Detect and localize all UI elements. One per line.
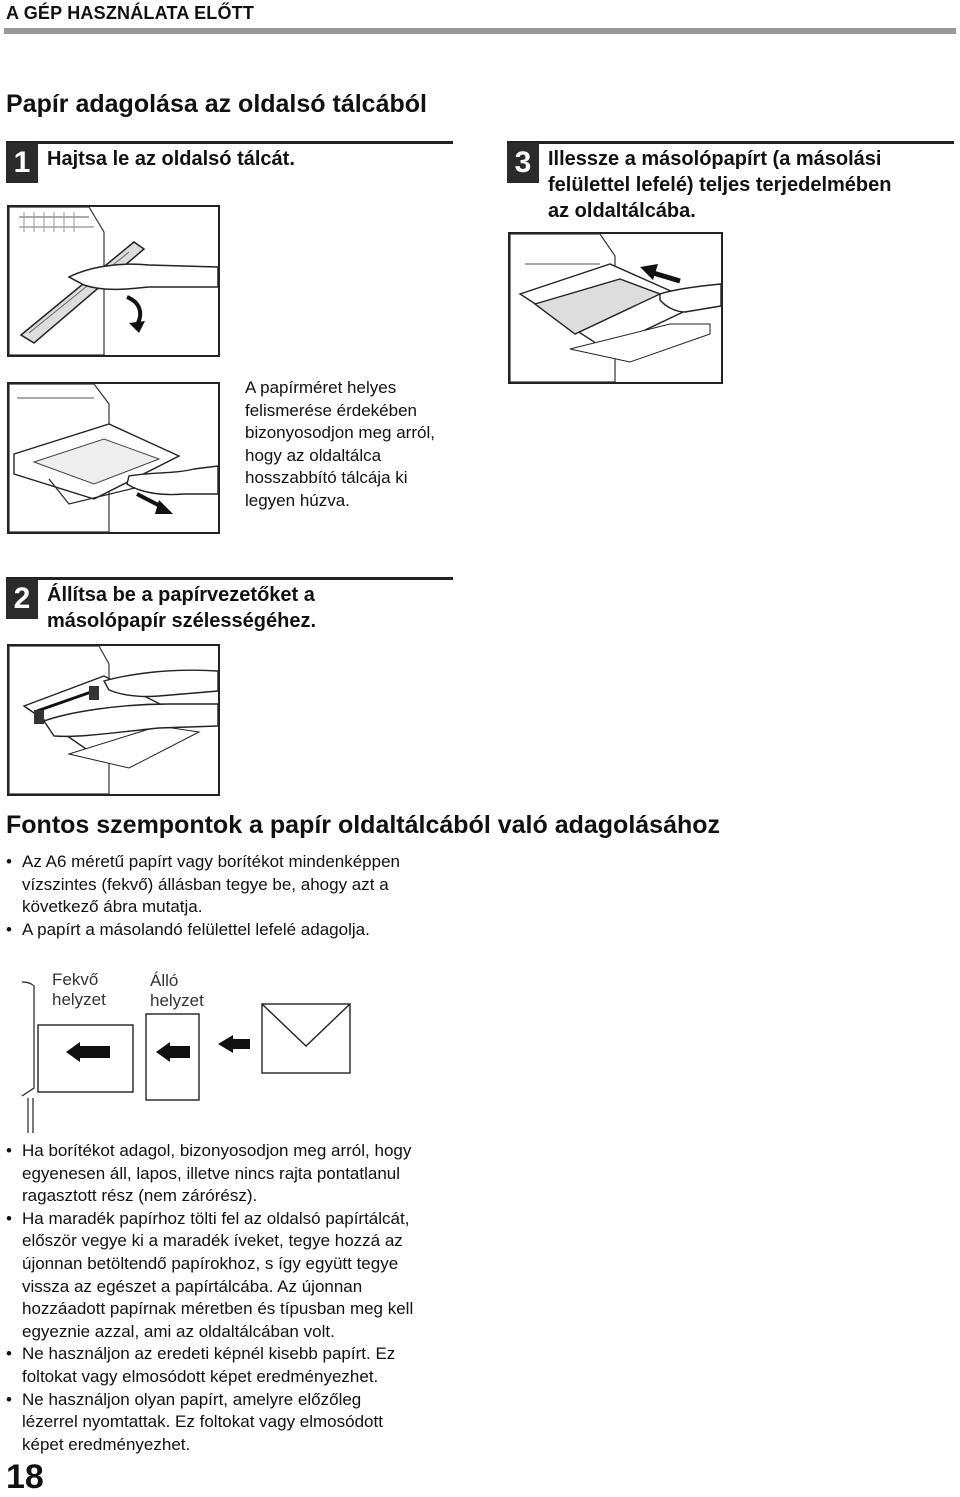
header-rule xyxy=(4,28,956,34)
step-3-line: felülettel lefelé) teljes terjedelmében xyxy=(548,174,892,196)
step-2-text xyxy=(47,582,316,634)
fold-tray-illustration xyxy=(7,205,220,357)
header-title: A GÉP HASZNÁLATA ELŐTT xyxy=(6,3,255,23)
bullet-line: vissza az egészet a papírtálcába. Az újonnan xyxy=(22,1276,363,1296)
important-title: Fontos szempontok a papír oldaltálcából való adagolásához xyxy=(6,811,721,839)
bullet-line: egyeznie azzal, ami az oldaltálcában volt. xyxy=(22,1321,335,1341)
note-line: hogy az oldaltálca xyxy=(245,445,382,465)
bullet-item xyxy=(6,1140,566,1208)
bullet-line: • Ne használjon olyan papírt, amelyre előzőleg xyxy=(22,1389,362,1409)
tray-note xyxy=(245,377,435,513)
envelope-icon xyxy=(262,1004,350,1073)
step-1-text: Hajtsa le az oldalsó tálcát. xyxy=(47,148,295,170)
label-line: Álló xyxy=(150,971,179,990)
adjust-guides-illustration xyxy=(7,644,220,796)
bullet-line: foltokat vagy elmosódott képet eredményezhet. xyxy=(22,1366,379,1386)
step-3-text xyxy=(548,146,891,224)
note-line: bizonyosodjon meg arról, xyxy=(245,423,435,443)
step-1-number: 1 xyxy=(6,143,38,183)
step-2-line: Állítsa be a papírvezetőket a xyxy=(47,584,315,606)
step-1-rule xyxy=(6,141,453,144)
bullet-item xyxy=(6,851,566,919)
step-2-number: 2 xyxy=(6,579,38,619)
step-3-number: 3 xyxy=(507,143,539,183)
label-line: helyzet xyxy=(52,990,106,1009)
bullet-line: ragasztott rész (nem zárórész). xyxy=(22,1186,258,1206)
bullet-line: képet eredményezhet. xyxy=(22,1434,191,1454)
bullet-line: következő ábra mutatja. xyxy=(22,897,203,917)
landscape-sheet xyxy=(38,1025,133,1092)
bullet-line: lézerrel nyomtattak. Ez foltokat vagy elmosódott xyxy=(22,1412,383,1432)
extend-tray-illustration xyxy=(7,382,220,534)
step-3-line: az oldaltálcába. xyxy=(548,200,696,222)
bullet-item xyxy=(6,1389,566,1457)
note-line: legyen húzva. xyxy=(245,490,350,510)
bullet-line: hozzáadott papírnak méretben és típusban meg kell xyxy=(22,1299,414,1319)
label-line: helyzet xyxy=(150,991,204,1010)
bullet-line: • Ha maradék papírhoz tölti fel az oldalsó papírtálcát, xyxy=(22,1208,410,1228)
bullet-line: • Ne használjon az eredeti képnél kisebb papírt. Ez xyxy=(22,1344,396,1364)
section-title: Papír adagolása az oldalsó tálcából xyxy=(6,90,427,118)
feed-direction-arrow-icon xyxy=(218,1035,250,1053)
step-3-line: Illessze a másolópapírt (a másolási xyxy=(548,148,882,170)
bullet-line: • A papírt a másolandó felülettel lefelé adagolja. xyxy=(22,919,370,939)
note-line: A papírméret helyes xyxy=(245,378,397,397)
note-line: felismerése érdekében xyxy=(245,400,417,420)
orientation-figure xyxy=(18,978,358,1138)
step-2-rule xyxy=(6,577,453,580)
important-bullets-1 xyxy=(6,851,566,941)
bullet-line: egyenesen áll, lapos, illetve nincs rajta pontatlanul xyxy=(22,1163,401,1183)
bullet-item xyxy=(6,1343,566,1388)
bullet-line: először vegye ki a maradék íveket, tegye hozzá az xyxy=(22,1231,403,1251)
bullet-line: • Ha borítékot adagol, bizonyosodjon meg arról, hogy xyxy=(22,1141,412,1160)
note-line: hosszabbító tálcája ki xyxy=(245,468,408,488)
important-bullets-2 xyxy=(6,1140,566,1456)
label-line: Fekvő xyxy=(52,970,99,989)
bullet-item xyxy=(6,1208,566,1344)
bullet-line: • Az A6 méretű papírt vagy borítékot mindenképpen xyxy=(22,852,401,871)
bullet-item xyxy=(6,919,566,942)
bullet-line: vízszintes (fekvő) állásban tegye be, ahogy azt a xyxy=(22,874,389,894)
page-number: 18 xyxy=(6,1458,44,1496)
step-2-line: másolópapír szélességéhez. xyxy=(47,610,317,632)
down-curved-arrow-icon xyxy=(127,297,140,325)
bullet-line: újonnan betöltendő papírokhoz, s így együtt tegye xyxy=(22,1253,399,1273)
insert-paper-illustration xyxy=(508,232,723,384)
step-3-rule xyxy=(507,141,954,144)
